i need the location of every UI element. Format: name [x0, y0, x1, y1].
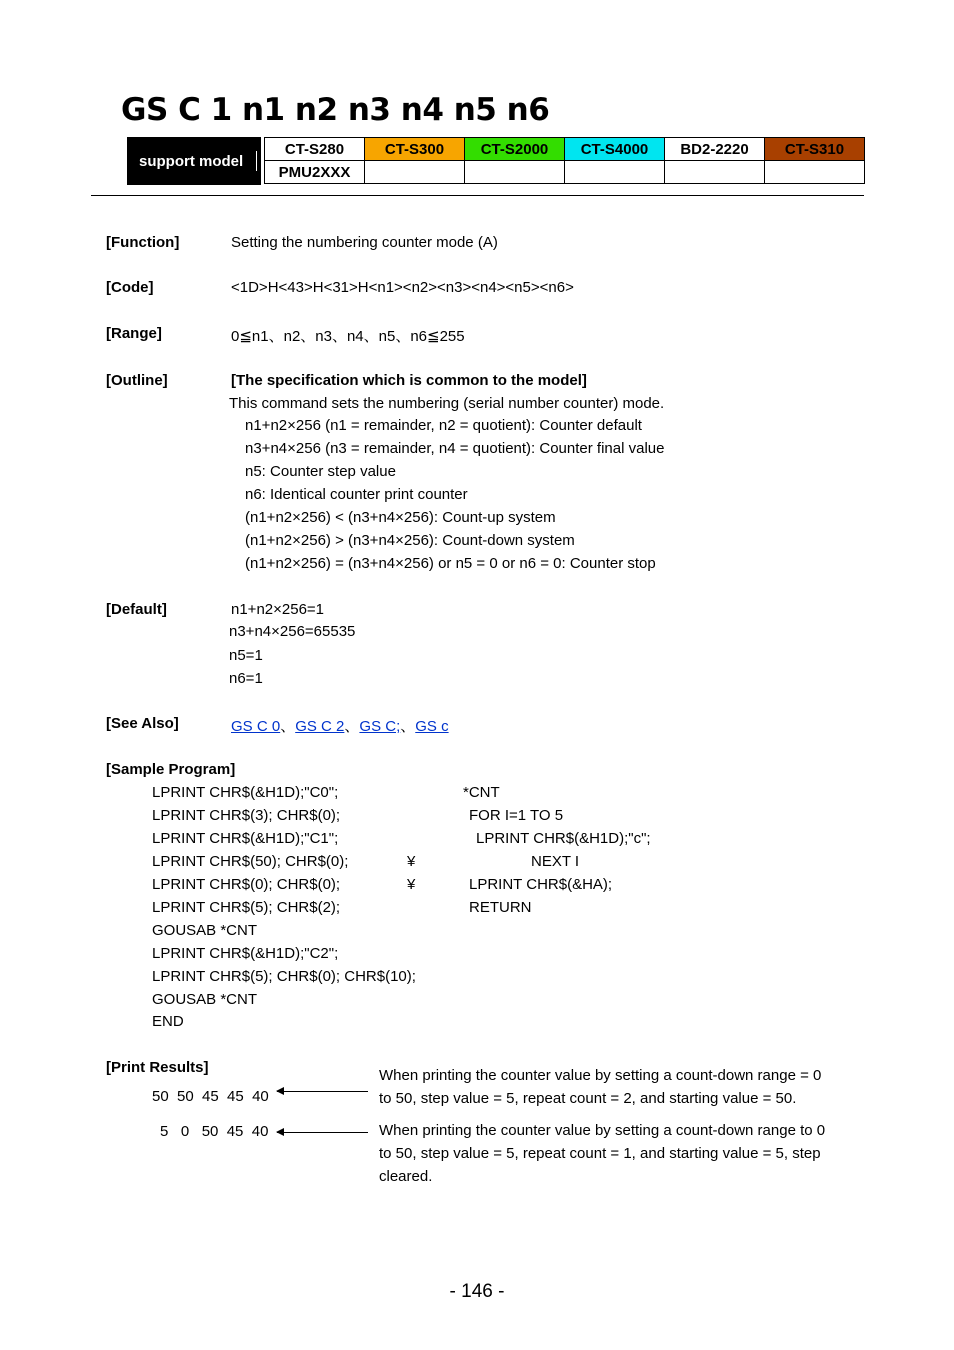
result-description: to 50, step value = 5, repeat count = 1, and starting value = 5, step — [379, 1145, 821, 1162]
code-line: RETURN — [469, 899, 532, 916]
model-cell — [565, 161, 665, 184]
outline-label: [Outline] — [106, 372, 168, 389]
code-line: GOUSAB *CNT — [152, 991, 258, 1008]
see-also-link-gs-c-2[interactable]: GS C 2 — [295, 718, 345, 735]
code-line: LPRINT CHR$(3); CHR$(0); — [152, 807, 341, 824]
arrow-left-icon — [277, 1091, 368, 1092]
result-description: cleared. — [379, 1168, 433, 1185]
link-separator: 、 — [400, 718, 416, 735]
model-row-1 — [265, 138, 865, 161]
model-cell — [465, 161, 565, 184]
sample-program-label: [Sample Program] — [106, 761, 236, 778]
default-line: n6=1 — [229, 670, 263, 687]
see-also-link-gs-c-semicolon[interactable]: GS C; — [359, 718, 401, 735]
code-line: FOR I=1 TO 5 — [469, 807, 564, 824]
model-cell: CT-S310 — [765, 138, 865, 161]
code-line: LPRINT CHR$(&HA); — [469, 876, 613, 893]
model-cell — [665, 161, 765, 184]
code-line: LPRINT CHR$(&H1D);"C0"; — [152, 784, 339, 801]
header-divider — [91, 195, 864, 196]
code-label: [Code] — [106, 279, 154, 296]
divider — [256, 151, 257, 171]
model-cell: CT-S280 — [265, 138, 365, 161]
support-model-label — [127, 137, 261, 185]
support-model-table — [264, 137, 865, 184]
arrow-left-icon — [277, 1132, 368, 1133]
outline-line: (n1+n2×256) < (n3+n4×256): Count-up system — [245, 509, 556, 526]
code-line: LPRINT CHR$(50); CHR$(0); — [152, 853, 349, 870]
outline-line: n3+n4×256 (n3 = remainder, n4 = quotient): Counter final value — [245, 440, 665, 457]
code-text: <1D>H<43>H<31>H<n1><n2><n3><n4><n5><n6> — [231, 279, 574, 296]
result-description: to 50, step value = 5, repeat count = 2, and starting value = 50. — [379, 1090, 797, 1107]
outline-line: n1+n2×256 (n1 = remainder, n2 = quotient): Counter default — [245, 417, 642, 434]
code-line: LPRINT CHR$(&H1D);"C2"; — [152, 945, 339, 962]
code-line: LPRINT CHR$(5); CHR$(0); CHR$(10); — [152, 968, 416, 985]
outline-line: (n1+n2×256) > (n3+n4×256): Count-down system — [245, 532, 575, 549]
model-cell — [765, 161, 865, 184]
print-result-1: 50 50 45 45 40 — [152, 1088, 269, 1105]
page-title: GS C 1 n1 n2 n3 n4 n5 n6 — [121, 92, 550, 128]
outline-heading: [The specification which is common to the model] — [231, 372, 587, 389]
outline-line: n5: Counter step value — [245, 463, 396, 480]
yen-mark: ¥ — [407, 876, 416, 893]
code-line: LPRINT CHR$(5); CHR$(2); — [152, 899, 341, 916]
page-number: - 146 - — [449, 1281, 505, 1302]
code-line: NEXT I — [531, 853, 580, 870]
result-description: When printing the counter value by setting a count-down range to 0 — [379, 1122, 826, 1139]
see-also-link-gs-c-lower[interactable]: GS c — [415, 718, 449, 735]
model-cell: CT-S2000 — [465, 138, 565, 161]
print-results-label: [Print Results] — [106, 1059, 209, 1076]
default-line: n3+n4×256=65535 — [229, 623, 356, 640]
link-separator: 、 — [280, 718, 296, 735]
default-label: [Default] — [106, 601, 167, 618]
code-line: GOUSAB *CNT — [152, 922, 258, 939]
code-line: END — [152, 1013, 184, 1030]
model-cell: CT-S300 — [365, 138, 465, 161]
code-line: LPRINT CHR$(&H1D);"C1"; — [152, 830, 339, 847]
model-cell: BD2-2220 — [665, 138, 765, 161]
see-also-link-gs-c-0[interactable]: GS C 0 — [231, 718, 281, 735]
function-text: Setting the numbering counter mode (A) — [231, 234, 498, 251]
see-also-links — [231, 715, 449, 736]
see-also-label: [See Also] — [106, 715, 179, 732]
code-line: *CNT — [463, 784, 500, 801]
model-cell: PMU2XXX — [265, 161, 365, 184]
model-cell: CT-S4000 — [565, 138, 665, 161]
code-line: LPRINT CHR$(&H1D);"c"; — [476, 830, 651, 847]
default-line: n1+n2×256=1 — [231, 601, 325, 618]
range-text: 0≦n1、n2、n3、n4、n5、n6≦255 — [231, 328, 465, 345]
yen-mark: ¥ — [407, 853, 416, 870]
outline-line: n6: Identical counter print counter — [245, 486, 468, 503]
print-result-2: 5 0 50 45 40 — [160, 1123, 269, 1140]
model-cell — [365, 161, 465, 184]
support-model-text: support model — [139, 152, 244, 170]
code-line: LPRINT CHR$(0); CHR$(0); — [152, 876, 341, 893]
range-label: [Range] — [106, 325, 162, 342]
link-separator: 、 — [344, 718, 360, 735]
model-row-2 — [265, 161, 865, 184]
result-description: When printing the counter value by setting a count-down range = 0 — [379, 1067, 822, 1084]
function-label: [Function] — [106, 234, 180, 251]
outline-intro: This command sets the numbering (serial number counter) mode. — [229, 395, 665, 412]
default-line: n5=1 — [229, 647, 263, 664]
outline-line: (n1+n2×256) = (n3+n4×256) or n5 = 0 or n6 = 0: Counter stop — [245, 555, 656, 572]
